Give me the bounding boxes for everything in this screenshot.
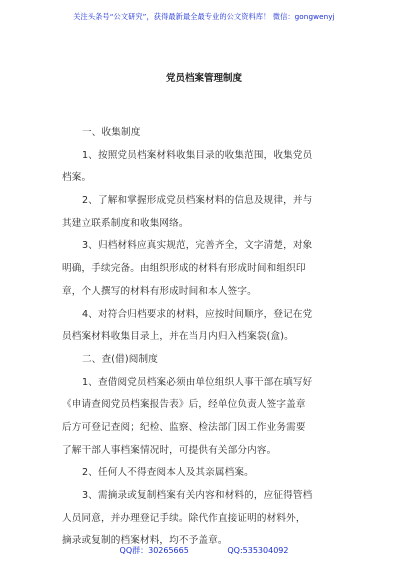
body-line: 明确，手续完备。由组织形成的材料有形成时间和组织印 (62, 263, 306, 275)
body-line: 3、归档材料应真实规范，完善齐全，文字清楚，对象 (82, 240, 313, 252)
header-note: 关注头条号“公文研究”，获得最新最全最专业的公文资料库！ 微信：gongwenyj (73, 12, 335, 21)
body-line: 后方可登记查阅；纪检、监察、检法部门因工作业务需要 (62, 421, 306, 433)
footer-qq-group: QQ群：30265665 (119, 546, 189, 555)
document-title: 党员档案管理制度 (165, 73, 242, 84)
body-line: 《申请查阅党员档案报告表》后，经单位负责人签字盖章 (62, 399, 306, 411)
body-line: 4、对符合归档要求的材料，应按时间顺序，登记在党 (82, 308, 313, 320)
body-line: 了解干部人事档案情况时，可提供有关部分内容。 (62, 444, 277, 456)
body-line: 2、了解和掌握形成党员档案材料的信息及规律，并与 (82, 195, 313, 207)
footer-contact (0, 545, 408, 556)
body-line: 人员同意，并办理登记手续。除代作直接证明的材料外， (62, 512, 306, 524)
document-body (62, 122, 352, 553)
body-line: 3、需摘录或复制档案有关内容和材料的，应征得管档 (82, 490, 313, 501)
body-line: 员档案材料收集目录上，并在当月内归入档案袋(盒)。 (62, 331, 294, 343)
body-line: 二、查(借)阅制度 (82, 353, 158, 365)
body-line: 其建立联系制度和收集网络。 (62, 217, 189, 229)
body-line: 一、收集制度 (82, 127, 141, 138)
body-line: 档案。 (62, 172, 92, 184)
body-line: 章，个人撰写的材料有形成时间和本人签字。 (62, 285, 257, 297)
body-line: 摘录或复制的档案材料，均不予盖章。 (62, 535, 228, 547)
body-line: 1、查借阅党员档案必须由单位组织人事干部在填写好 (82, 376, 313, 388)
footer-qq-number: QQ:535304092 (227, 546, 289, 555)
body-line: 1、按照党员档案材料收集目录的收集范围，收集党员 (82, 149, 313, 161)
body-line: 2、任何人不得查阅本人及其亲属档案。 (82, 467, 254, 479)
